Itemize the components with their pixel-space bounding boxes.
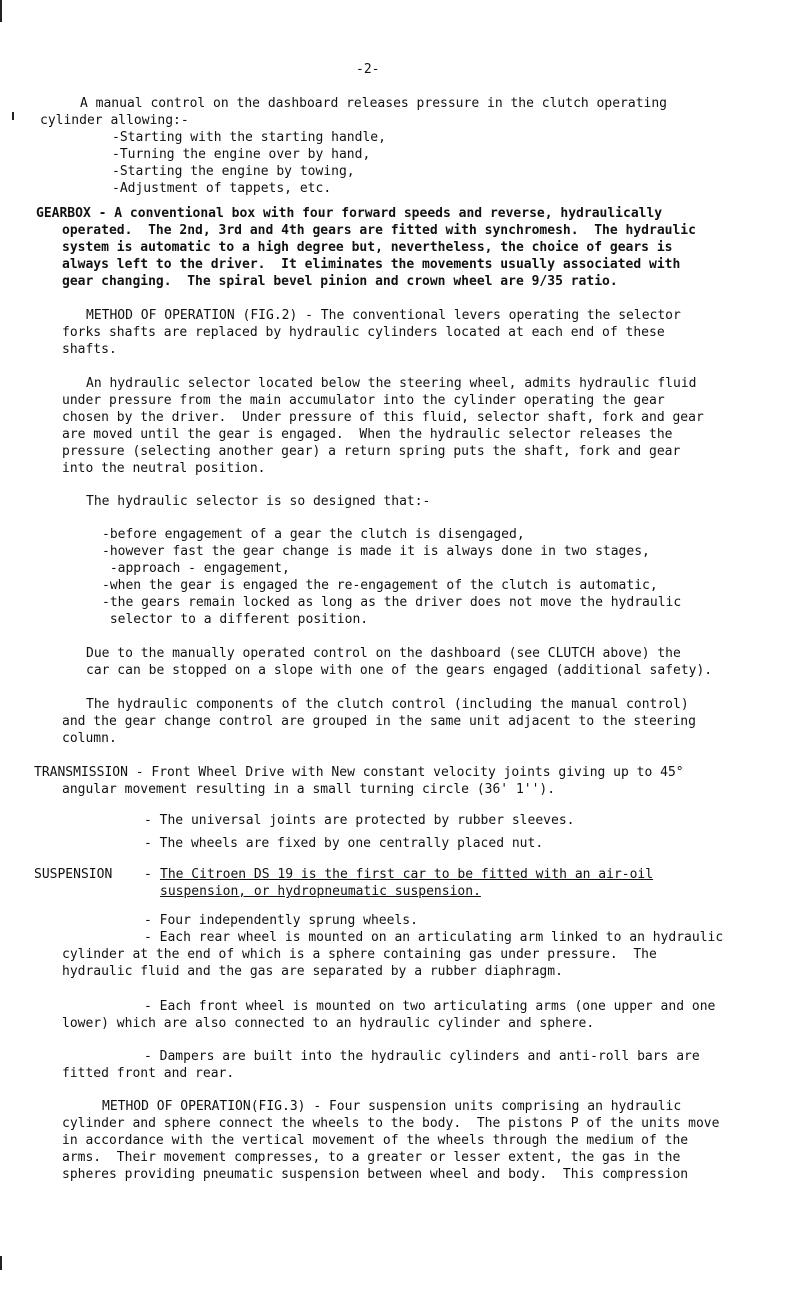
suspension-headline-2: suspension, or hydropneumatic suspension. bbox=[160, 884, 481, 899]
page-number: -2- bbox=[356, 62, 380, 77]
scan-edge-mark-middle bbox=[12, 112, 14, 120]
suspension-dampers-line-1: - Dampers are built into the hydraulic cylinders and anti-roll bars are bbox=[144, 1049, 700, 1064]
suspension-dash: - bbox=[144, 867, 152, 882]
gearbox-method-line-2: forks shafts are replaced by hydraulic cylinders located at each end of these bbox=[62, 325, 665, 340]
scan-edge-mark-bottom bbox=[0, 1256, 2, 1270]
selector-line-5: pressure (selecting another gear) a return spring puts the shaft, fork and gear bbox=[62, 444, 681, 459]
suspension-method-line-2: cylinder and sphere connect the wheels to the body. The pistons P of the units move bbox=[62, 1116, 720, 1131]
components-line-2: and the gear change control are grouped in the same unit adjacent to the steering bbox=[62, 714, 696, 729]
suspension-front-line-1: - Each front wheel is mounted on two articulating arms (one upper and one bbox=[144, 999, 716, 1014]
intro-line-2: cylinder allowing:- bbox=[40, 113, 189, 128]
designed-item-6: selector to a different position. bbox=[102, 612, 369, 627]
gearbox-line-4: always left to the driver. It eliminates the movements usually associated with bbox=[62, 257, 681, 272]
transmission-line-2: angular movement resulting in a small turning circle (36' 1''). bbox=[62, 782, 556, 797]
designed-intro: The hydraulic selector is so designed that:- bbox=[86, 494, 431, 509]
suspension-method-line-3: in accordance with the vertical movement of the wheels through the medium of the bbox=[62, 1133, 689, 1148]
suspension-method-line-1: METHOD OF OPERATION(FIG.3) - Four suspension units comprising an hydraulic bbox=[102, 1099, 682, 1114]
designed-item-5: -the gears remain locked as long as the driver does not move the hydraulic bbox=[102, 595, 682, 610]
intro-item-4: -Adjustment of tappets, etc. bbox=[112, 181, 332, 196]
suspension-rear-line-3: hydraulic fluid and the gas are separated by a rubber diaphragm. bbox=[62, 964, 563, 979]
gearbox-line-3: system is automatic to a high degree but, nevertheless, the choice of gears is bbox=[62, 240, 673, 255]
designed-item-1: -before engagement of a gear the clutch is disengaged, bbox=[102, 527, 525, 542]
gearbox-method-line-1: METHOD OF OPERATION (FIG.2) - The conventional levers operating the selector bbox=[86, 308, 681, 323]
selector-line-4: are moved until the gear is engaged. When the hydraulic selector releases the bbox=[62, 427, 673, 442]
transmission-line-1: TRANSMISSION - Front Wheel Drive with New constant velocity joints giving up to 45° bbox=[34, 765, 684, 780]
suspension-method-line-5: spheres providing pneumatic suspension between wheel and body. This compression bbox=[62, 1167, 689, 1182]
suspension-sprung: - Four independently sprung wheels. bbox=[144, 913, 418, 928]
gearbox-line-1: GEARBOX - A conventional box with four forward speeds and reverse, hydraulically bbox=[36, 206, 663, 221]
designed-item-2: -however fast the gear change is made it is always done in two stages, bbox=[102, 544, 650, 559]
suspension-headline-1: The Citroen DS 19 is the first car to be fitted with an air-oil bbox=[160, 867, 654, 882]
suspension-label: SUSPENSION bbox=[34, 867, 113, 882]
intro-item-1: -Starting with the starting handle, bbox=[112, 130, 386, 145]
gearbox-line-2: operated. The 2nd, 3rd and 4th gears are fitted with synchromesh. The hydraulic bbox=[62, 223, 696, 238]
suspension-dampers-line-2: fitted front and rear. bbox=[62, 1066, 235, 1081]
selector-line-1: An hydraulic selector located below the steering wheel, admits hydraulic fluid bbox=[86, 376, 697, 391]
transmission-item-1: - The universal joints are protected by rubber sleeves. bbox=[144, 813, 575, 828]
components-line-3: column. bbox=[62, 731, 117, 746]
scan-edge-mark-top bbox=[0, 0, 2, 22]
designed-item-4: -when the gear is engaged the re-engagement of the clutch is automatic, bbox=[102, 578, 658, 593]
selector-line-2: under pressure from the main accumulator into the cylinder operating the gear bbox=[62, 393, 665, 408]
intro-line-1: A manual control on the dashboard releases pressure in the clutch operating bbox=[80, 96, 667, 111]
transmission-item-2: - The wheels are fixed by one centrally placed nut. bbox=[144, 836, 544, 851]
intro-item-3: -Starting the engine by towing, bbox=[112, 164, 355, 179]
components-line-1: The hydraulic components of the clutch control (including the manual control) bbox=[86, 697, 689, 712]
gearbox-line-5: gear changing. The spiral bevel pinion and crown wheel are 9/35 ratio. bbox=[62, 274, 618, 289]
suspension-rear-line-2: cylinder at the end of which is a sphere containing gas under pressure. The bbox=[62, 947, 657, 962]
manual-line-2: car can be stopped on a slope with one of the gears engaged (additional safety). bbox=[86, 663, 713, 678]
intro-item-2: -Turning the engine over by hand, bbox=[112, 147, 371, 162]
designed-item-3: -approach - engagement, bbox=[102, 561, 290, 576]
suspension-rear-line-1: - Each rear wheel is mounted on an articulating arm linked to an hydraulic bbox=[144, 930, 724, 945]
selector-line-6: into the neutral position. bbox=[62, 461, 266, 476]
suspension-front-line-2: lower) which are also connected to an hydraulic cylinder and sphere. bbox=[62, 1016, 595, 1031]
selector-line-3: chosen by the driver. Under pressure of this fluid, selector shaft, fork and gear bbox=[62, 410, 704, 425]
manual-line-1: Due to the manually operated control on the dashboard (see CLUTCH above) the bbox=[86, 646, 681, 661]
suspension-method-line-4: arms. Their movement compresses, to a greater or lesser extent, the gas in the bbox=[62, 1150, 681, 1165]
gearbox-method-line-3: shafts. bbox=[62, 342, 117, 357]
